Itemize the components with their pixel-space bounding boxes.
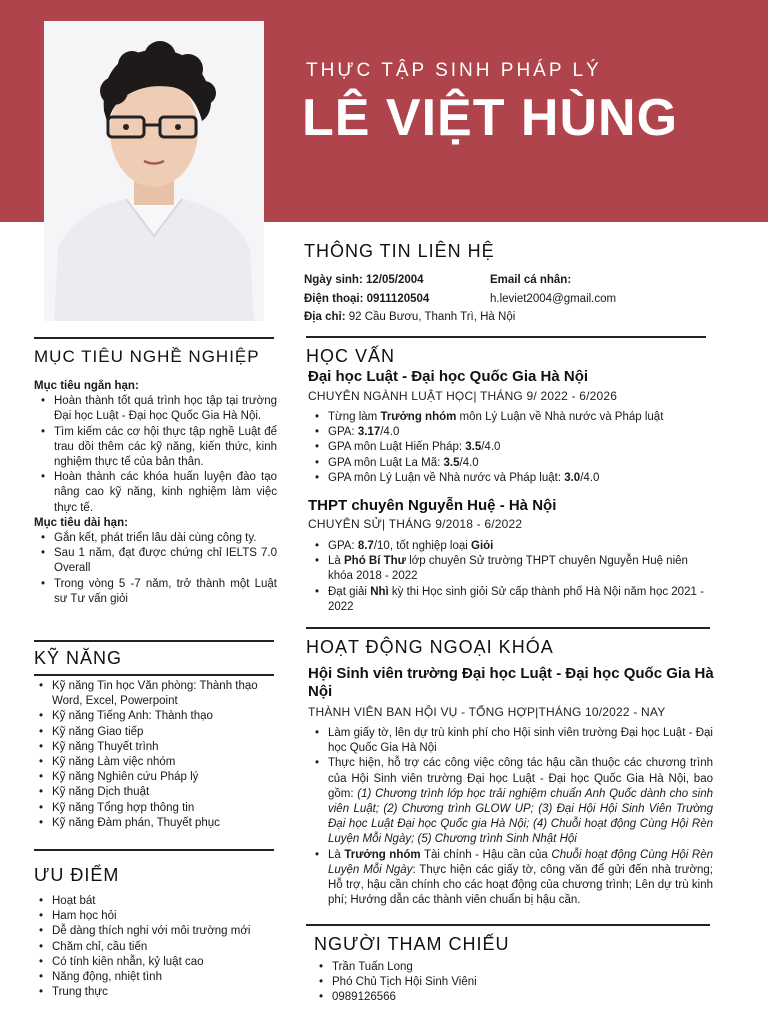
- divider: [34, 640, 274, 642]
- list-item: • Ham học hỏi: [52, 909, 279, 924]
- contact-heading: THÔNG TIN LIÊN HỆ: [304, 241, 495, 261]
- email-label: Email cá nhân:: [490, 274, 572, 286]
- list-item: • Kỹ năng Tin học Văn phòng: Thành thạo Word, Excel, Powerpoint: [52, 679, 279, 709]
- strengths-heading: ƯU ĐIỂM: [34, 865, 120, 885]
- list-item: • Trần Tuấn Long: [332, 960, 614, 975]
- list-item: • Sau 1 năm, đạt được chứng chỉ IELTS 7.0 Overall: [54, 546, 277, 576]
- list-item: • GPA môn Lý Luận về Nhà nước và Pháp luật: 3.0/4.0: [328, 471, 718, 486]
- job-title: THỰC TẬP SINH PHÁP LÝ: [306, 60, 602, 81]
- divider: [306, 336, 706, 338]
- highschool-meta: CHUYÊN SỬ| THÁNG 9/2018 - 6/2022: [308, 517, 523, 531]
- list-item: • Là Trưởng nhóm Tài chính - Hậu cần của Chuỗi hoạt động Cùng Hội Rèn Luyện Mỗi Ngày: Thực hiện các giấy tờ, công văn để gửi đến nhà trường; Hỗ trợ, hậu cần chính cho các hoạt động của chương trình; Lên dự trù kinh phí; Hướng dẫn các thành viên chuẩn bị hậu cần.: [328, 848, 713, 909]
- highschool-details: [308, 539, 713, 615]
- list-item: • Kỹ năng Tổng hợp thông tin: [52, 801, 279, 816]
- list-item: • Kỹ năng Thuyết trình: [52, 740, 279, 755]
- university-meta: CHUYÊN NGÀNH LUẬT HỌC| THÁNG 9/ 2022 - 6/2026: [308, 389, 618, 403]
- short-term-label: Mục tiêu ngắn hạn:: [34, 380, 139, 392]
- references-list: [314, 960, 614, 1006]
- list-item: • 0989126566: [332, 990, 614, 1005]
- full-name: LÊ VIỆT HÙNG: [302, 89, 679, 147]
- email-value[interactable]: h.leviet2004@gmail.com: [490, 293, 617, 305]
- organization-name: Hội Sinh viên trường Đại học Luật - Đại học Quốc Gia Hà Nội: [308, 665, 714, 700]
- divider: [306, 627, 710, 629]
- list-item: • Hoàn thành tốt quá trình học tập tại trường Đại học Luật - Đại học Quốc Gia Hà Nội.: [54, 394, 277, 424]
- list-item: • Có tính kiên nhẫn, kỷ luật cao: [52, 955, 279, 970]
- long-term-label: Mục tiêu dài hạn:: [34, 516, 128, 529]
- list-item: • Kỹ năng Tiếng Anh: Thành thạo: [52, 709, 279, 724]
- skills-list: [34, 679, 279, 831]
- list-item: • GPA: 8.7/10, tốt nghiệp loại Giỏi: [328, 539, 713, 554]
- list-item: • Từng làm Trưởng nhóm môn Lý Luận về Nhà nước và Pháp luật: [328, 410, 718, 425]
- list-item: • Là Phó Bí Thư lớp chuyên Sử trường THPT chuyên Nguyễn Huệ niên khóa 2018 - 2022: [328, 554, 713, 584]
- list-item: • Trung thực: [52, 985, 279, 1000]
- phone: Điện thoại: 0911120504: [304, 293, 430, 305]
- education-heading: HỌC VẤN: [306, 346, 396, 366]
- list-item: • Gắn kết, phát triển lâu dài cùng công ty.: [54, 531, 277, 546]
- address-label: Địa chỉ:: [304, 311, 346, 323]
- divider: [34, 674, 274, 676]
- divider: [306, 924, 710, 926]
- references-heading: NGƯỜI THAM CHIẾU: [314, 934, 510, 954]
- list-item: • Làm giấy tờ, lên dự trù kinh phí cho Hội sinh viên trường Đại học Luật - Đại học Quốc Gia Hà Nội: [328, 726, 713, 756]
- list-item: • GPA môn Luật La Mã: 3.5/4.0: [328, 456, 718, 471]
- profile-photo: [44, 21, 264, 321]
- dob: Ngày sinh: 12/05/2004: [304, 274, 424, 286]
- activities-details: [308, 726, 713, 908]
- address: [304, 310, 515, 325]
- list-item: • Năng động, nhiệt tình: [52, 970, 279, 985]
- list-item: • Kỹ năng Làm việc nhóm: [52, 755, 279, 770]
- list-item: • Trong vòng 5 -7 năm, trở thành một Luật sư Tư vấn giỏi: [54, 577, 277, 607]
- strengths-list: [34, 894, 279, 1000]
- list-item: • Tìm kiếm các cơ hội thực tập nghề Luật để trau dồi thêm các kỹ năng, kiến thức, kinh nghiệm thực tế của bản thân.: [54, 425, 277, 471]
- list-item: • Đạt giải Nhì kỳ thi Học sinh giỏi Sử cấp thành phố Hà Nội năm học 2021 - 2022: [328, 585, 713, 615]
- list-item: • Hoàn thành các khóa huấn luyện đào tạo nâng cao kỹ năng, kinh nghiệm làm việc thực tế.: [54, 470, 277, 516]
- list-item: • Phó Chủ Tịch Hội Sinh Viêni: [332, 975, 614, 990]
- list-item: • Dễ dàng thích nghi với môi trường mới: [52, 924, 279, 939]
- objective-section: [34, 379, 277, 639]
- list-item: • Kỹ năng Dịch thuật: [52, 785, 279, 800]
- skills-heading: KỸ NĂNG: [34, 648, 123, 668]
- list-item: • Chăm chỉ, cầu tiến: [52, 940, 279, 955]
- organization-meta: THÀNH VIÊN BAN HỘI VỤ - TỔNG HỢP|THÁNG 10/2022 - NAY: [308, 705, 666, 719]
- list-item: • GPA: 3.17/4.0: [328, 425, 718, 440]
- address-value: 92 Cầu Bươu, Thanh Trì, Hà Nội: [345, 311, 516, 323]
- list-item: • GPA môn Luật Hiến Pháp: 3.5/4.0: [328, 440, 718, 455]
- divider: [34, 337, 274, 339]
- list-item: • Kỹ năng Nghiên cứu Pháp lý: [52, 770, 279, 785]
- list-item: • Hoạt bát: [52, 894, 279, 909]
- list-item: • Thực hiện, hỗ trợ các công việc công tác hậu cần thuộc các chương trình của Hội Sinh viên trường Đại học Luật - Đại học Quốc Gia Hà Nội, bao gồm: (1) Chương trình lớp học trải nghiệm chuẩn Anh Quốc dành cho sinh viên Luật; (2) Chương trình GLOW UP; (3) Đại Hội Hội Sinh Viên Trường Đại học Luật Đại học Quốc gia Hà Nội; (4) Chuỗi hoạt động Cùng Hội Rèn Luyện Mỗi Ngày; (5) Chương trình Sinh Nhật Hội: [328, 756, 713, 847]
- activities-heading: HOẠT ĐỘNG NGOẠI KHÓA: [306, 637, 554, 657]
- list-item: • Kỹ năng Giao tiếp: [52, 725, 279, 740]
- list-item: • Kỹ năng Đàm phán, Thuyết phục: [52, 816, 279, 831]
- highschool-name: THPT chuyên Nguyễn Huệ - Hà Nội: [308, 497, 557, 514]
- university-details: [308, 410, 718, 486]
- divider: [34, 849, 274, 851]
- university-name: Đại học Luật - Đại học Quốc Gia Hà Nội: [308, 368, 589, 385]
- objective-heading: MỤC TIÊU NGHỀ NGHIỆP: [34, 347, 260, 366]
